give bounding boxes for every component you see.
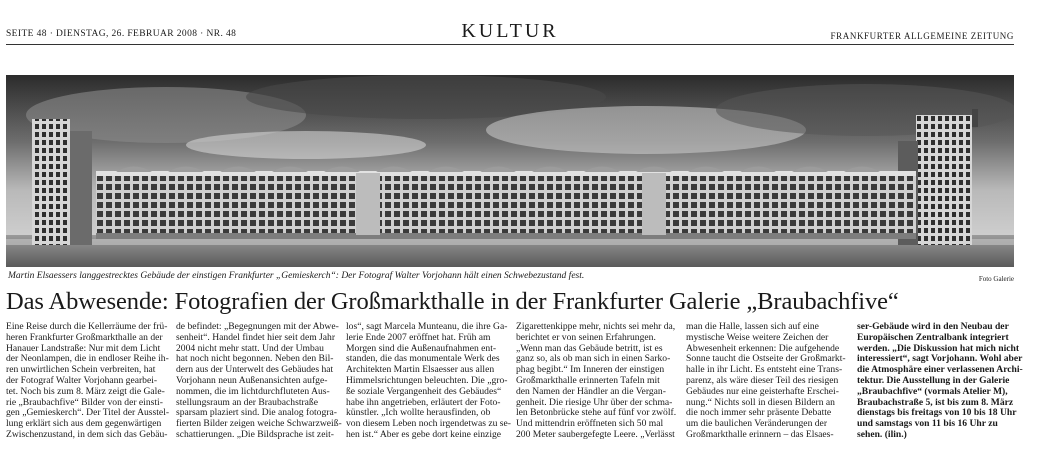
text-line: Gebäudes nur eine geisterhafte Erschei- (686, 385, 839, 397)
text-line: de befindet: „Begegnungen mit der Abwe- (176, 321, 339, 332)
text-line: lerie Ende 2007 eröffnet hat. Früh am (346, 331, 491, 343)
header-divider (6, 44, 1014, 45)
text-line: man die Halle, lassen sich auf eine (686, 321, 819, 332)
text-line: 2004 nicht mehr statt. Und der Umbau (176, 342, 324, 354)
text-line: genheit. Die riesige Uhr über der schma- (516, 396, 673, 408)
text-line: dienstags bis freitags von 10 bis 18 Uhr (857, 407, 1017, 419)
page-header (6, 22, 1014, 44)
text-line: den Namen der Händler an die Vergan- (516, 385, 666, 397)
text-line: len Betonbrücke stehe auf fünf vor zwölf. (516, 407, 677, 419)
text-line: ganz so, als ob man sich in einen Sarko- (516, 353, 671, 365)
text-line: habe ihn angetrieben, erläutert der Foto- (346, 396, 501, 408)
text-line: fierten Bilder zeigen weiche Schwarzweiß- (176, 418, 342, 430)
text-line: Europäischen Zentralbank integriert (857, 331, 1009, 343)
text-line: der Neonlampen, die in endloser Reihe ih- (6, 353, 169, 365)
text-line: von diesem Leben noch irgendetwas zu se- (346, 418, 511, 430)
text-line: Sonne taucht die Ostseite der Großmarkt- (686, 353, 846, 365)
text-line: um die baulichen Veränderungen der (686, 418, 828, 430)
text-line: gen „Gemieskerch“. Der Titel der Ausstel- (6, 407, 170, 419)
text-line: tet. Noch bis zum 8. März zeigt die Gale- (6, 385, 165, 397)
photo-caption: Martin Elsaessers langgestrecktes Gebäude der einstigen Frankfurter „Gemieskerch“: Der Fotograf Walter Vorjohann hält einen Schwebezustand fest. (8, 271, 585, 281)
text-line: künstler. „Ich wollte herausfinden, ob (346, 407, 491, 419)
text-line: Und mittendrin eröffneten sich 50 mal (516, 418, 664, 430)
text-line: Abwesenheit erkennen: Die aufgehende (686, 342, 840, 354)
text-line: dern aus der Unterwelt des Gebäudes hat (176, 364, 334, 376)
text-line: nommen, die im lichtdurchfluteten Aus- (176, 385, 330, 397)
article-column-3 (346, 321, 511, 441)
text-line: Architekten Martin Elsaesser aus allen (346, 364, 495, 376)
text-line: interessiert“, sagt Vorjohann. Wohl aber (857, 353, 1023, 365)
text-line: Zwischenzustand, in dem sich das Gebäu- (6, 428, 168, 440)
text-line: Braubachstraße 5, ist bis zum 8. März (857, 396, 1014, 408)
text-line: Himmelsrichtungen beleuchten. Die „gro- (346, 374, 508, 386)
text-line: mystische Weise weitere Zeichen der (686, 331, 829, 343)
article-headline: Das Abwesende: Fotografien der Großmarkthalle in der Frankfurter Galerie „Braubachfive“ (6, 288, 899, 315)
text-line: Großmarkthalle erinnern – das Elsaes- (686, 428, 834, 440)
text-line: „Braubachfive“ (vormals Atelier M), (857, 385, 1008, 397)
text-line: der Fotograf Walter Vorjohann gearbei- (6, 374, 158, 386)
text-line: ser-Gebäude wird in den Neubau der (857, 321, 1009, 332)
building-photo (6, 75, 1014, 267)
text-line: Großmarkthalle erinnerten Tafeln mit (516, 374, 660, 386)
text-line: lung erklärt sich aus dem gegenwärtigen (6, 418, 162, 430)
text-line: sehen. (ilin.) (857, 428, 907, 440)
text-line: tektur. Die Ausstellung in der Galerie (857, 374, 1010, 386)
article-column-6 (857, 321, 1023, 441)
text-line: halle in ihr Licht. Es entsteht eine Trans- (686, 364, 843, 376)
article-column-1 (6, 321, 170, 441)
text-line: ren unwirtlichen Schein verbreiten, hat (6, 364, 156, 376)
text-line: Eine Reise durch die Kellerräume der frü- (6, 321, 168, 332)
text-line: standen, die das monumentale Werk des (346, 353, 500, 365)
text-line: ße soziale Vergangenheit des Gebäudes“ (346, 385, 502, 397)
text-line: berichtet er von seinen Erfahrungen. (516, 331, 656, 343)
page-info: SEITE 48 · DIENSTAG, 26. FEBRUAR 2008 · NR. 48 (6, 29, 237, 39)
text-line: Morgen sind die Außenaufnahmen ent- (346, 342, 497, 354)
text-line: heren Frankfurter Großmarkthalle an der (6, 331, 163, 343)
article-column-2 (176, 321, 342, 441)
text-line: parenz, als wäre dieser Teil des riesigen (686, 374, 839, 386)
text-line: „Wenn man das Gebäude betritt, ist es (516, 342, 663, 354)
article-column-5 (686, 322, 846, 441)
text-line: Hanauer Landstraße: Nur mit dem Licht (6, 342, 161, 354)
text-line: sparsam plaziert sind. Die analog fotogra- (176, 407, 337, 419)
text-line: werden. „Die Diskussion hat mich nicht (857, 342, 1020, 354)
text-line: Vorjohann neun Außenansichten aufge- (176, 374, 328, 386)
text-line: 200 Meter saubergefegte Leere. „Verlässt (516, 428, 675, 440)
text-line: schattierungen. „Die Bildsprache ist zeit- (176, 428, 334, 440)
article-column-4 (516, 322, 676, 441)
text-line: hat noch nicht begonnen. Neben den Bil- (176, 353, 334, 365)
text-line: los“, sagt Marcela Munteanu, die ihre Ga- (346, 321, 508, 332)
text-line: und samstags von 11 bis 16 Uhr zu (857, 418, 998, 430)
text-line: stellungsraum an der Braubachstraße (176, 396, 318, 408)
text-line: Zigarettenkippe mehr, nichts sei mehr da, (516, 321, 676, 332)
text-line: die Atmosphäre einer verlassenen Archi- (857, 364, 1023, 376)
photo-credit: Foto Galerie (978, 275, 1014, 283)
section-title: KULTUR (461, 20, 559, 42)
newspaper-name: FRANKFURTER ALLGEMEINE ZEITUNG (830, 31, 1014, 41)
text-line: rie „Braubachfive“ Bilder von der einsti- (6, 396, 163, 408)
text-line: nung.“ Nichts soll in diesen Bildern an (686, 396, 835, 408)
text-line: senheit“. Handel findet hier seit dem Jahr (176, 331, 336, 343)
text-line: phag begibt.“ Im Inneren der einstigen (516, 364, 665, 376)
text-line: die noch immer sehr präsente Debatte (686, 407, 832, 419)
text-line: hen ist.“ Aber es gebe dort keine einzige (346, 428, 502, 440)
